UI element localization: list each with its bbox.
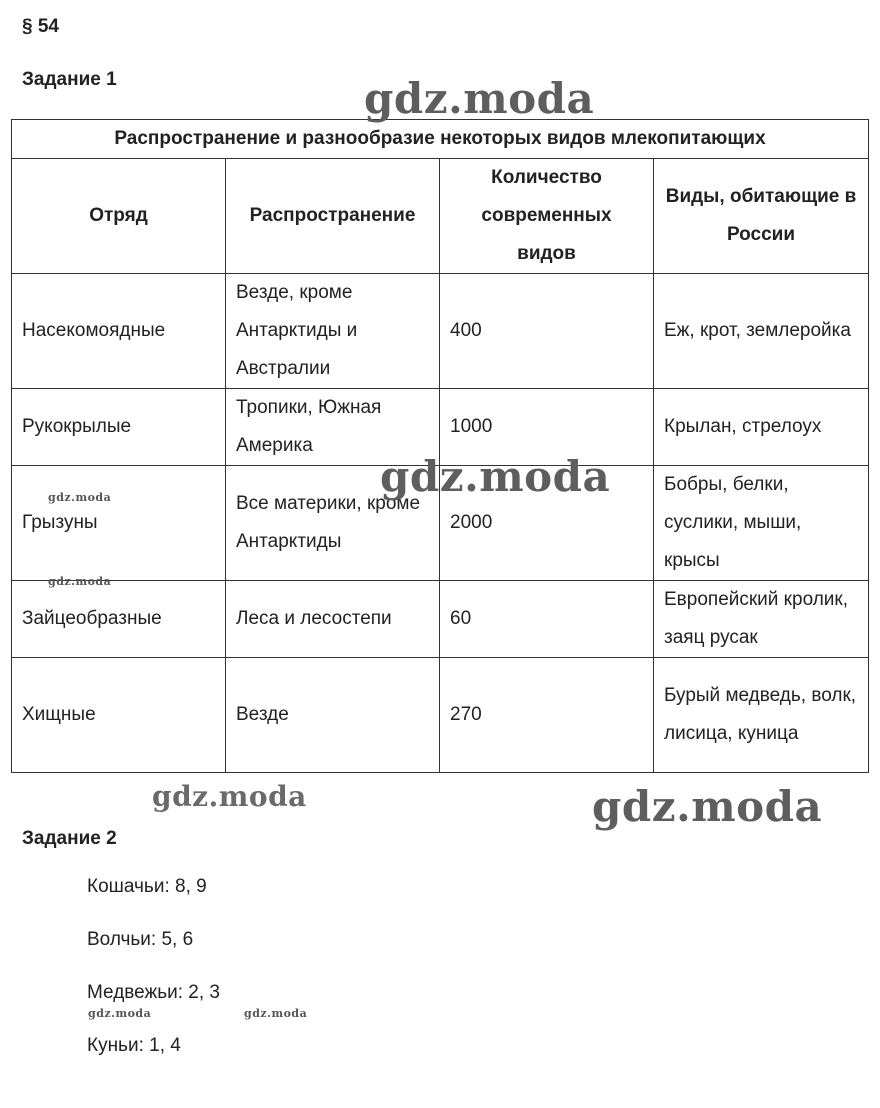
cell-distribution: Тропики, Южная Америка — [226, 389, 440, 466]
answer-mustelids: Куньи: 1, 4 — [87, 1035, 181, 1056]
answer-felids: Кошачьи: 8, 9 — [87, 876, 207, 897]
cell-order: Насекомоядные — [12, 274, 226, 389]
table-caption: Распространение и разнообразие некоторых видов млекопитающих — [12, 120, 869, 159]
table-row — [12, 389, 869, 466]
task-1-heading: Задание 1 — [22, 69, 117, 90]
answer-ursids: Медвежьи: 2, 3 — [87, 982, 220, 1003]
cell-distribution: Везде, кроме Антарктиды и Австралии — [226, 274, 440, 389]
cell-count: 60 — [440, 581, 654, 658]
header-order: Отряд — [12, 159, 226, 274]
watermark-logo: gdz.moda — [244, 1007, 308, 1020]
cell-russian-species: Бурый медведь, волк, лисица, куница — [654, 658, 869, 773]
section-number: § 54 — [22, 16, 59, 37]
watermark-logo: gdz.moda — [88, 1007, 152, 1020]
table-row — [12, 581, 869, 658]
watermark-logo: gdz.moda — [48, 575, 112, 588]
watermark-logo: gdz.moda — [152, 780, 307, 813]
task-2-heading: Задание 2 — [22, 828, 117, 849]
cell-russian-species: Европейский кролик, заяц русак — [654, 581, 869, 658]
cell-count: 1000 — [440, 389, 654, 466]
watermark-logo: gdz.moda — [592, 782, 823, 831]
table-row — [12, 658, 869, 773]
cell-order: Рукокрылые — [12, 389, 226, 466]
header-species-count: Количество современных видов — [440, 159, 654, 274]
header-distribution: Распространение — [226, 159, 440, 274]
watermark-logo: gdz.moda — [364, 74, 595, 123]
cell-russian-species: Еж, крот, землеройка — [654, 274, 869, 389]
answers-list — [87, 874, 220, 1086]
cell-order: Грызуны — [12, 466, 226, 581]
cell-count: 400 — [440, 274, 654, 389]
cell-distribution: Леса и лесостепи — [226, 581, 440, 658]
cell-order: Хищные — [12, 658, 226, 773]
table-header-row — [12, 159, 869, 274]
cell-order: Зайцеобразные — [12, 581, 226, 658]
table-row — [12, 466, 869, 581]
answer-canids: Волчьи: 5, 6 — [87, 929, 194, 950]
table-row — [12, 274, 869, 389]
cell-russian-species: Бобры, белки, суслики, мыши, крысы — [654, 466, 869, 581]
cell-count: 2000 — [440, 466, 654, 581]
cell-count: 270 — [440, 658, 654, 773]
mammals-table — [11, 119, 869, 773]
cell-russian-species: Крылан, стрелоух — [654, 389, 869, 466]
watermark-logo: gdz.moda — [380, 452, 611, 501]
watermark-logo: gdz.moda — [48, 491, 112, 504]
cell-distribution: Везде — [226, 658, 440, 773]
header-russian-species: Виды, обитающие в России — [654, 159, 869, 274]
cell-distribution: Все материки, кроме Антарктиды — [226, 466, 440, 581]
